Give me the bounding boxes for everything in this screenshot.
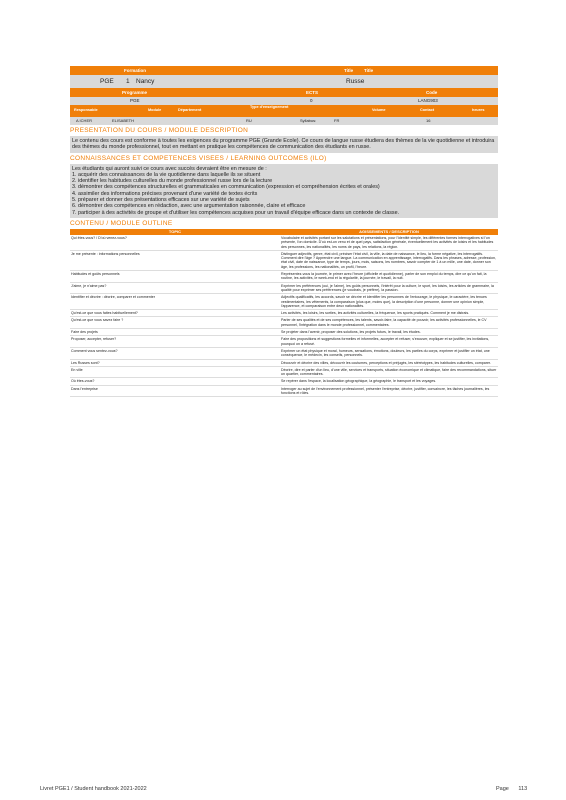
responsable-label: Responsable xyxy=(74,108,98,112)
table-row xyxy=(70,378,498,385)
outcome-item: 7. participer à des activités de groupe et d'utiliser les compétences acquises pour un travail d'équipe efficace dans un contexte de classe. xyxy=(72,209,400,216)
description-cell: Découvrir et décrire des villes, découvrir les coutumes, perceptions et préjugés, les stéréotypes, les habitudes culturelles, comparer. xyxy=(280,359,498,366)
contact-label: Contact xyxy=(420,108,435,112)
syllabus-value: FR xyxy=(334,118,340,123)
footer-handbook-label: Livret PGE1 / Student handbook 2021-2022 xyxy=(40,786,147,792)
responsable-last-name: A ICHER xyxy=(76,118,93,123)
ects-label: ECTS xyxy=(306,90,319,95)
module-label: Module xyxy=(148,108,162,112)
hours-value: 16 xyxy=(426,118,431,123)
description-cell: Vocabulaire et activités portant sur les salutations et présentations, pour l'identité simple, les différentes formes interrogatives si l'on présente, l'on domicile. D'où est-on venu et de quel pays, satisfaction générale, éventuellement les activités de loisirs et les habitudes des personnes, les nationalités, les noms de pays, les relations, la région. xyxy=(280,235,498,250)
formation-label: Formation xyxy=(124,68,146,73)
header-row-responsable-values xyxy=(70,117,498,125)
presentation-text xyxy=(70,136,498,153)
description-cell: Se projeter dans l'avenir, proposer des solutions, les projets futurs, le travail, les études. xyxy=(280,329,498,336)
outcome-item: 5. préparer et donner des présentations efficaces sur une variété de sujets xyxy=(72,197,250,204)
table-row xyxy=(70,250,498,270)
description-cell: Représentez-vous la journée, le primer avec l'heure (officielle et quotidienne), parler de son emploi du temps, dire ce qu'on fait, la routine, les activités, le week-end et la régularité, la journée, le travail, la nuit. xyxy=(280,271,498,283)
table-row xyxy=(70,329,498,336)
description-cell: Distinguer adjectifs, genre, état civil, préciser l'état civil, la ville, la date de naissance, le lieu, la forme négative, les interrogatifs. Comment dire l'âge ? Apprendre une langue. La communication en apprentissage, interrogatifs. Dans les phrases, adresse, profession, état civil, date de naissance, type de temps, jours, mois, saisons, les nombres, savoir compter de 1 à un mille, une date, donner son âge, les professions, les nationalités, un profil, l'heure. xyxy=(281,251,497,269)
table-row xyxy=(70,294,498,310)
table-row xyxy=(70,347,498,359)
topic-cell: Qu'est-ce que vous savez faire ? xyxy=(70,317,280,329)
syllabus-label: Syllabus: xyxy=(300,118,317,123)
table-row xyxy=(70,385,498,397)
header-row-responsable xyxy=(70,105,498,117)
outcome-item: 2. identifier les habitudes culturelles du monde professionnel russe lors de la lecture xyxy=(72,178,273,185)
hours-label: heures xyxy=(472,108,485,112)
topic-cell: J'aime, je n'aime pas? xyxy=(70,282,280,294)
responsable-first-name: ELISABETH xyxy=(112,118,135,123)
topic-cell: Faire des projets xyxy=(70,329,280,336)
language-name: Russe xyxy=(346,78,365,85)
program-value: PGE xyxy=(100,78,114,85)
topic-cell: Comment vous sentez-vous? xyxy=(70,347,280,359)
outcomes-intro: Les étudiants qui auront suivi ce cours avec succès devraient être en mesure de : xyxy=(72,165,267,172)
header-row-course xyxy=(70,75,498,88)
dept-value: RU xyxy=(246,118,252,123)
outcome-item: 1. acquérir des connaissances de la vie quotidienne dans laquelle ils se situent xyxy=(72,171,261,178)
description-cell: Adjectifs qualificatifs, les accords, savoir se décrire et identifier les personnes de l'entourage, le physique, le caractère, les tenues vestimentaires, les vêtements, la comparaison (plus que, moins que), la description d'une personne, donner une opinion simple, l'apparence, et comparaison entre deux nationalités. xyxy=(280,294,498,310)
description-cell: Exprimer les préférences (oui, je l'aime), les goûts personnels, l'intérêt pour la culture, le sport, les loisirs, les articles de grammaire, la qualité pour exprimer ses préférences (je voudrais, je préfère), la passion. xyxy=(280,282,498,294)
table-row xyxy=(70,317,498,329)
volume-label: Volume xyxy=(372,108,386,112)
description-cell: Parler de ses qualités et de ses compétences, les talents, savoir-faire, la capacité de pouvoir, les activités professionnelles, le CV personnel, l'intégration dans le monde professionnel, commentaires. xyxy=(280,317,498,329)
table-row xyxy=(70,271,498,283)
outcomes-heading: CONNAISSANCES ET COMPETENCES VISEES / LEARNING OUTCOMES (ILO) xyxy=(70,154,327,162)
page-number-value: 113 xyxy=(518,786,528,792)
page-label: Page xyxy=(496,786,509,792)
content-heading: CONTENU / MODULE OUTLINE xyxy=(70,219,173,227)
topic-cell: Qui êtes-vous? / D'où venez-vous? xyxy=(70,235,280,250)
dept-label: Département xyxy=(178,108,202,112)
page-number xyxy=(496,786,527,792)
description-cell: Les activités, les loisirs, les sorties, les activités culturelles, la fréquence, les sports pratiqués. Comment je me distrais. xyxy=(280,310,498,317)
description-cell: Exprimer un état physique et moral, humeurs, sensations, émotions, douleurs, les parties du corps, exprimer et justifier un état, une conséquence, le médecin, les conseils, personnels. xyxy=(280,347,498,359)
programme-value: PGE xyxy=(130,98,140,103)
description-cell: Interroger au sujet de l'environnement professionnel, présenter l'entreprise, décrire, justifier, convaincre, les tâches journalières, les fonctions et rôles. xyxy=(280,385,498,397)
table-row xyxy=(70,235,498,250)
header-row-formation xyxy=(70,66,498,75)
outline-table xyxy=(70,229,498,397)
topic-cell: Les Russes sont? xyxy=(70,359,280,366)
description-cell: Faire des propositions et suggestions formelles et informelles, accepter et refuser, s'excuser, expliquer et se justifier, les invitations, pourquoi on a refusé. xyxy=(280,336,498,348)
table-row xyxy=(70,282,498,294)
title-label: Title xyxy=(344,68,354,73)
topic-cell: Identifier et décrire : décrire, comparer et commenter xyxy=(70,294,280,310)
table-row xyxy=(70,336,498,348)
presentation-heading: PRESENTATION DU COURS / MODULE DESCRIPTION xyxy=(70,127,249,134)
presentation-paragraph: Le contenu des cours est conforme à toutes les exigences du programme PGE (Grande Ecole). Ce cours de langue russe étudiera des thèmes de la vie quotidienne et introduira des thèmes du monde professionnel, tout en mettant en pratique les compétences de communication des étudiants en russe. xyxy=(72,138,495,151)
description-column-header: AGISSEMENTS / DESCRIPTION xyxy=(280,229,498,235)
description-cell: Se repérer dans l'espace, la localisation géographique, la géographie, le transport et les voyages. xyxy=(280,378,498,385)
code-value: LANG903 xyxy=(418,98,438,103)
code-label: Code xyxy=(426,90,438,95)
programme-label: Programme xyxy=(122,90,148,95)
type-label: Type d'enseignement xyxy=(250,105,289,109)
topic-cell: Habitudes et goûts personnels xyxy=(70,271,280,283)
outcome-item: 3. démontrer des compétences structurelles et grammaticales en communication (expression et compréhension écrites et orales) xyxy=(72,184,380,191)
topic-cell: En ville xyxy=(70,366,280,378)
description-cell: Décrire, dire et parler d'un lieu, d'une ville, services et transports, situation économique et climatique, faire des recommandations, situer un quartier, commentaires. xyxy=(281,367,497,377)
header-row-programme xyxy=(70,88,498,97)
syllabus-page xyxy=(70,66,498,397)
topic-column-header: TOPIC xyxy=(70,229,280,235)
year-value: 1 xyxy=(126,78,130,85)
header-row-programme-values xyxy=(70,97,498,105)
table-row xyxy=(70,310,498,317)
topic-cell: Proposer, accepter, refuser? xyxy=(70,336,280,348)
outcome-item: 4. assimiler des informations précises provenant d'une variété de textes écrits xyxy=(72,190,258,197)
outcomes-text xyxy=(70,164,498,218)
table-row xyxy=(70,359,498,366)
outcome-item: 6. démontrer des compétences en rédaction, avec une argumentation raisonnée, claire et efficace xyxy=(72,203,306,210)
topic-cell: Qu'est-ce que vous faites habituellement? xyxy=(70,310,280,317)
table-row xyxy=(70,366,498,378)
topic-cell: Je me présente : informations personnelles xyxy=(70,250,280,270)
ects-value: 0 xyxy=(310,98,313,103)
topic-cell: Où êtes-vous? xyxy=(70,378,280,385)
campus-value: Nancy xyxy=(136,78,155,85)
title-label-2: Title xyxy=(364,68,374,73)
topic-cell: Dans l'entreprise xyxy=(70,385,280,397)
